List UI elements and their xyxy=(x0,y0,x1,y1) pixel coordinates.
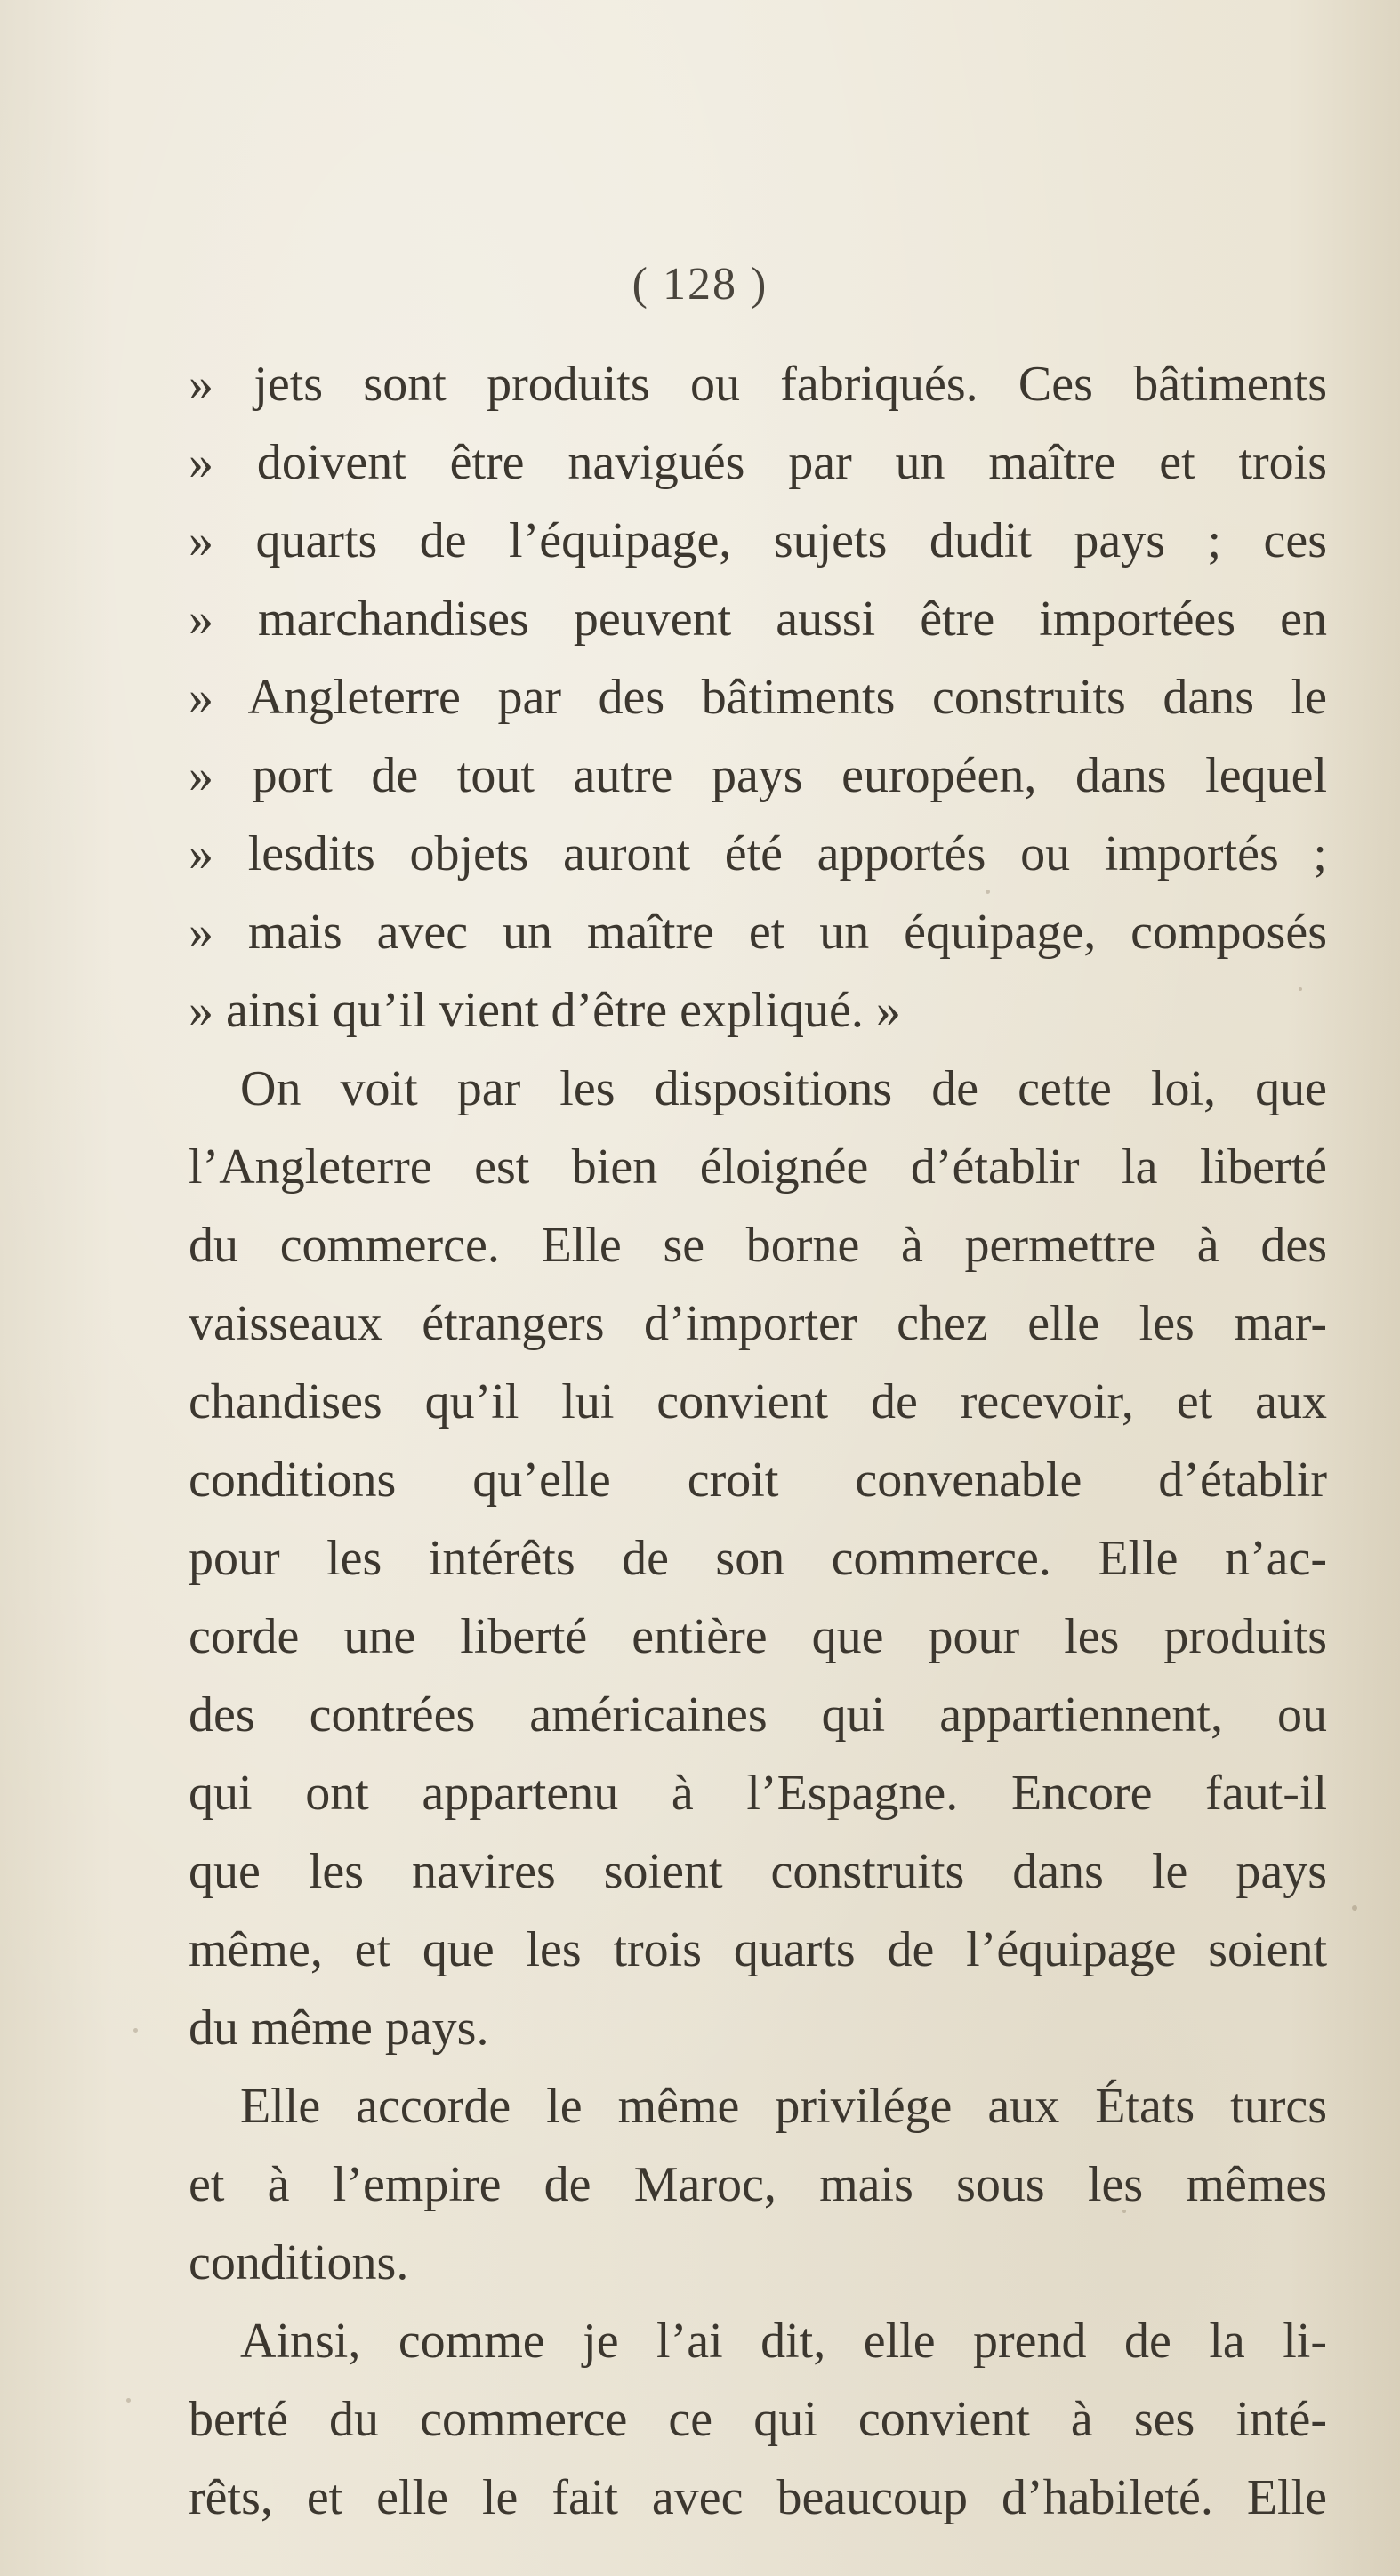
text-line: conditions. xyxy=(189,2235,409,2290)
text-line: du même pays. xyxy=(189,2000,489,2056)
text-line: qui ont appartenu à l’Espagne. Encore faut-il xyxy=(189,1766,1327,1821)
text-line: chandises qu’il lui convient de recevoir, et aux xyxy=(189,1374,1327,1429)
page-number: ( 128 ) xyxy=(632,259,768,310)
text-line: l’Angleterre est bien éloignée d’établir la liberté xyxy=(189,1139,1327,1195)
text-line: » lesdits objets auront été apportés ou importés ; xyxy=(189,826,1327,881)
text-line: du commerce. Elle se borne à permettre à des xyxy=(189,1218,1327,1273)
text-line: conditions qu’elle croit convenable d’établir xyxy=(189,1453,1327,1508)
body-text xyxy=(189,345,1327,2537)
text-line: pour les intérêts de son commerce. Elle n’ac- xyxy=(189,1531,1327,1586)
text-line: On voit par les dispositions de cette loi, que xyxy=(240,1061,1327,1116)
text-line: et à l’empire de Maroc, mais sous les mêmes xyxy=(189,2157,1327,2212)
text-line: rêts, et elle le fait avec beaucoup d’habileté. Elle xyxy=(189,2470,1327,2525)
text-line: » mais avec un maître et un équipage, composés xyxy=(189,905,1327,960)
text-line: corde une liberté entière que pour les produits xyxy=(189,1609,1327,1664)
text-line: » jets sont produits ou fabriqués. Ces bâtiments xyxy=(189,357,1327,412)
paper-speck xyxy=(126,2398,131,2403)
text-line: vaisseaux étrangers d’importer chez elle les mar- xyxy=(189,1296,1327,1351)
paper-speck xyxy=(133,2028,138,2033)
text-line: » Angleterre par des bâtiments construits dans le xyxy=(189,670,1327,725)
text-line: berté du commerce ce qui convient à ses inté- xyxy=(189,2392,1327,2447)
paper-speck xyxy=(1352,1905,1357,1911)
text-line: même, et que les trois quarts de l’équipage soient xyxy=(189,1922,1327,1977)
text-line: » quarts de l’équipage, sujets dudit pays ; ces xyxy=(189,513,1327,568)
text-line: » doivent être navigués par un maître et trois xyxy=(189,435,1327,490)
text-line: que les navires soient construits dans le pays xyxy=(189,1844,1327,1899)
text-line: Elle accorde le même privilége aux États turcs xyxy=(240,2079,1327,2134)
text-line: » marchandises peuvent aussi être importées en xyxy=(189,592,1327,647)
text-line: des contrées américaines qui appartiennent, ou xyxy=(189,1687,1327,1743)
text-line: Ainsi, comme je l’ai dit, elle prend de la li- xyxy=(240,2314,1327,2369)
text-line: » port de tout autre pays européen, dans lequel xyxy=(189,748,1327,803)
text-line: » ainsi qu’il vient d’être expliqué. » xyxy=(189,983,901,1038)
